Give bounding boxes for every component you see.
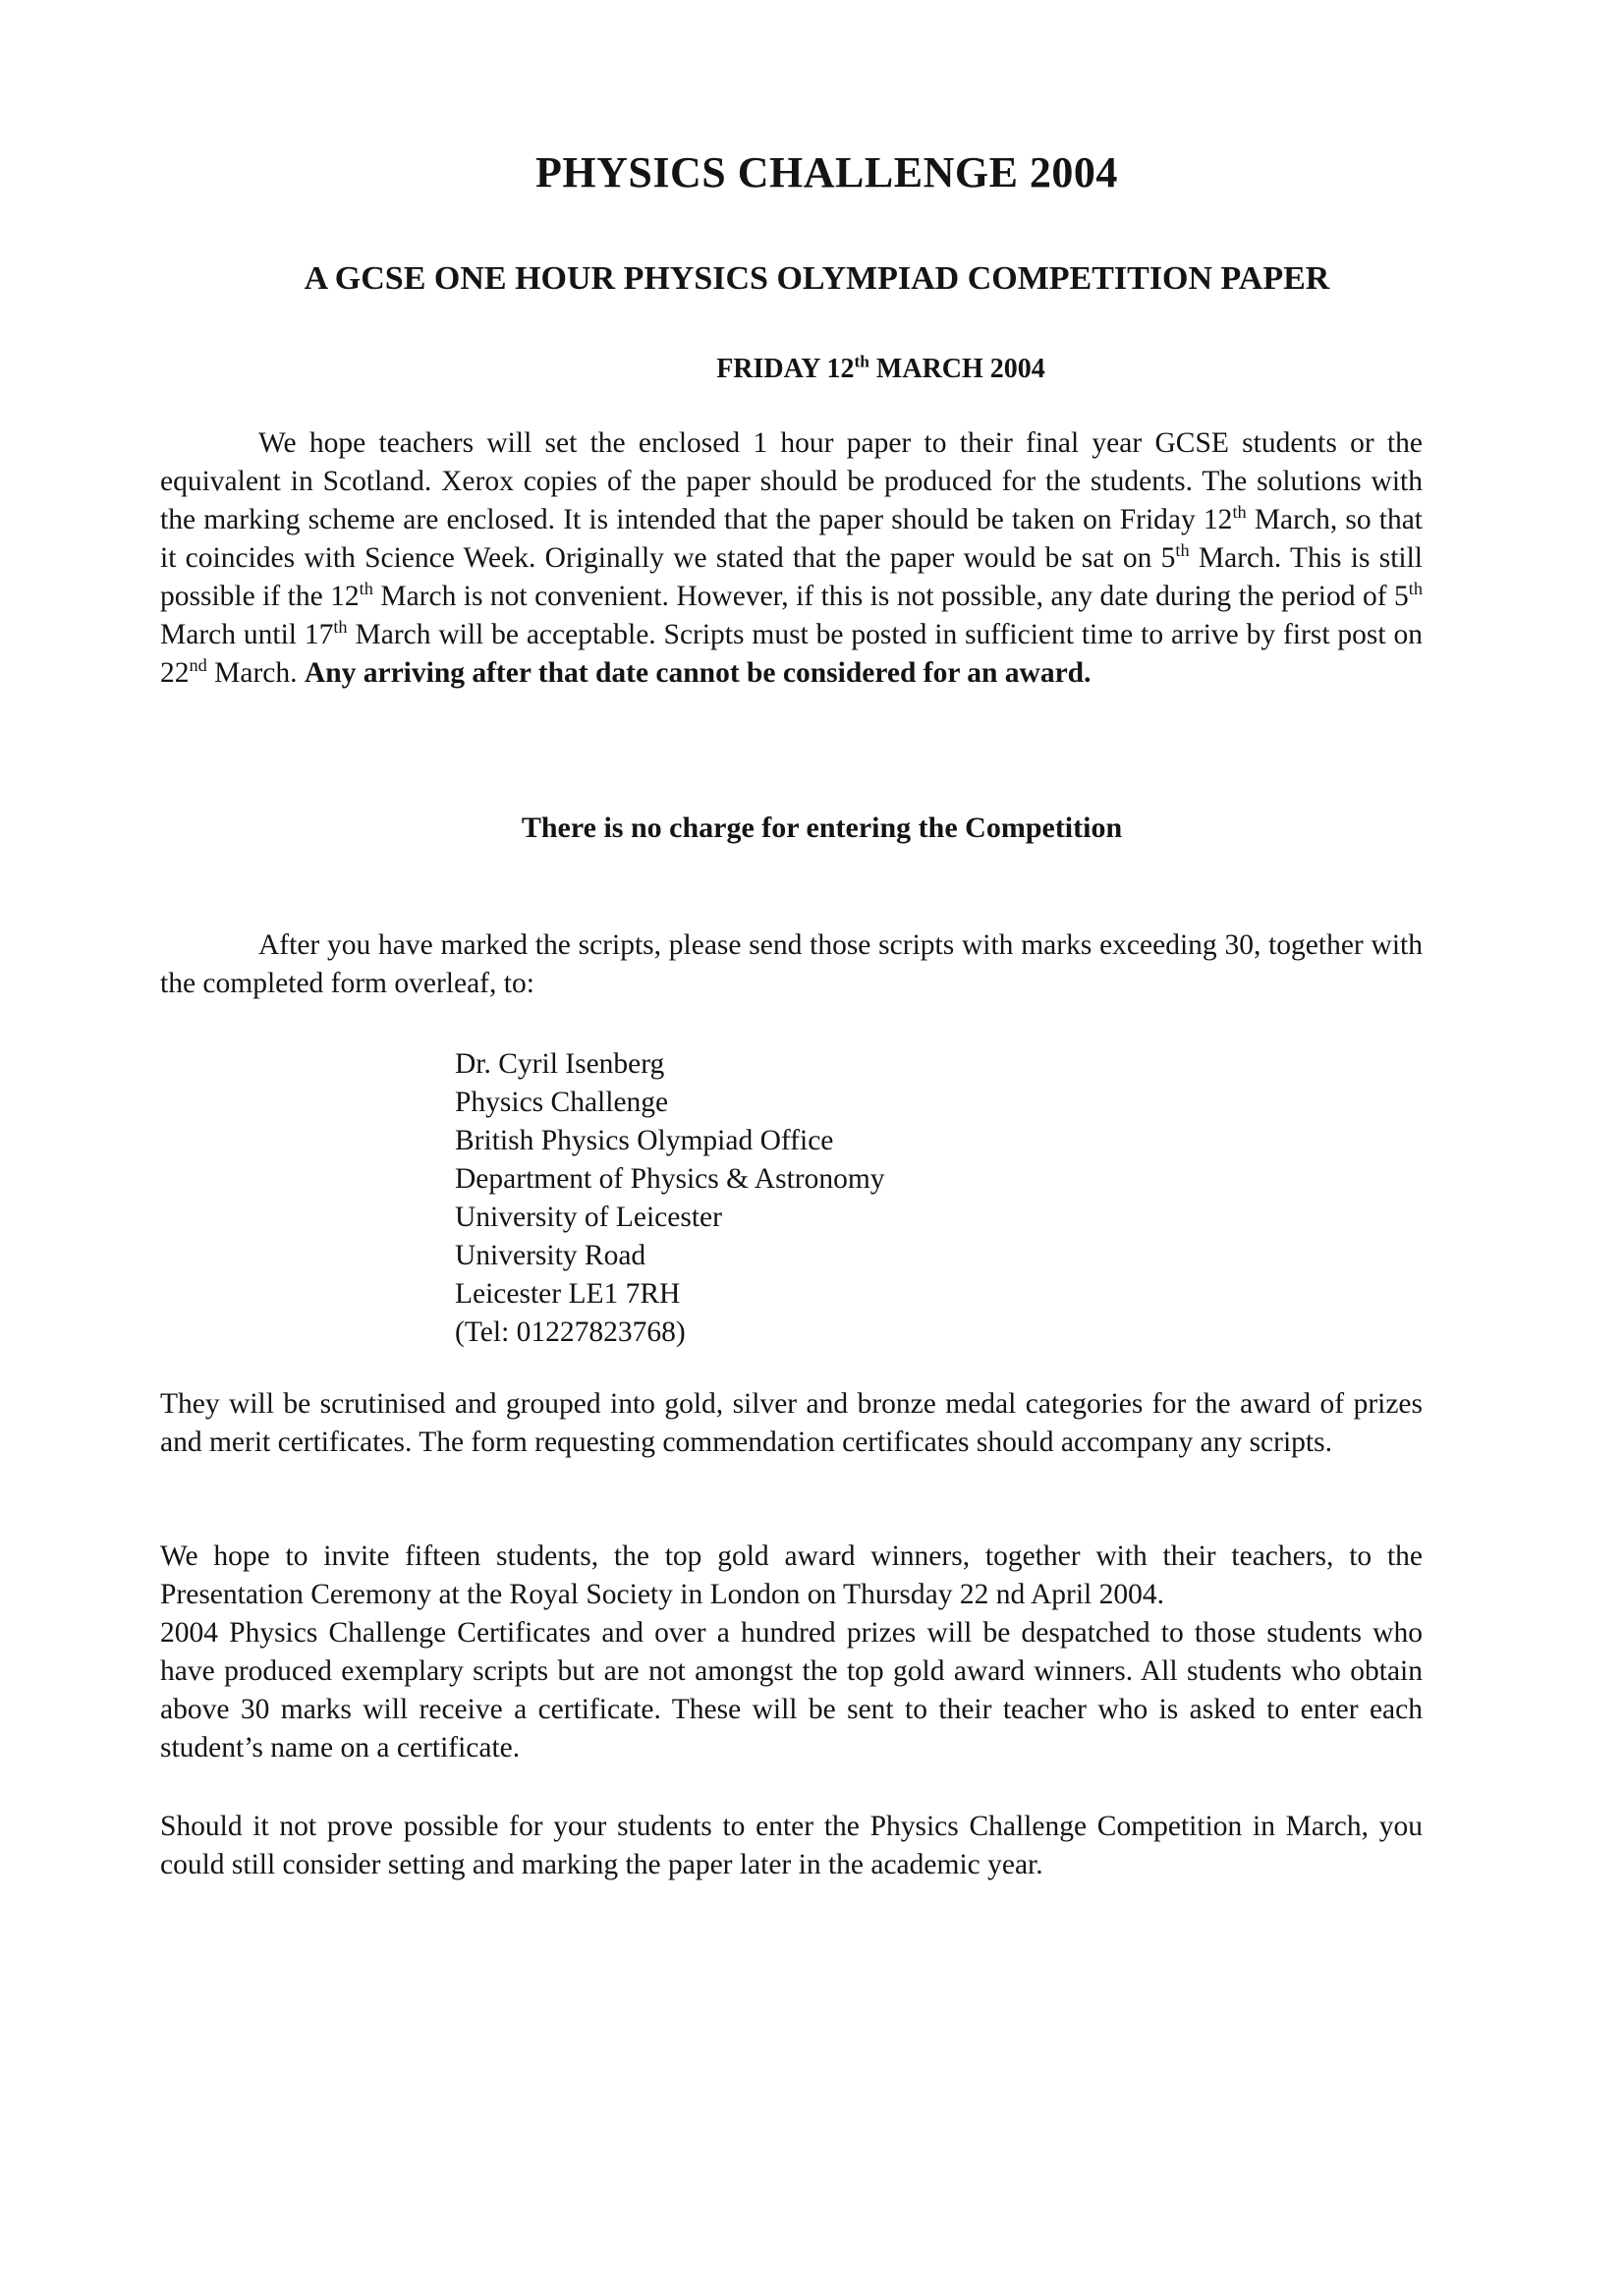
date-prefix: FRIDAY 12 xyxy=(716,354,855,384)
page-title: PHYSICS CHALLENGE 2004 xyxy=(535,148,1118,196)
intro-sup-5: th xyxy=(333,617,348,638)
intro-text-3: March. This is still possible if the 12 xyxy=(160,542,1423,612)
scrutinise-paragraph: They will be scrutinised and grouped into gold, silver and bronze medal categories for the award of prizes and merit certificates. The form requesting commendation certificates should accompany any scripts. xyxy=(160,1388,1423,1458)
intro-deadline-warning: Any arriving after that date cannot be considered for an award. xyxy=(304,657,1092,689)
invite-line-2: 2004 Physics Challenge Certificates and over a hundred prizes will be despatched to those students who have produced exemplary scripts but are not amongst the top gold award winners. All students who obtain above 30 marks will receive a certificate. These will be sent to their teacher who is asked to enter each student’s name on a certificate. xyxy=(160,1617,1423,1763)
intro-sup-2: th xyxy=(1175,540,1190,561)
address-line: British Physics Olympiad Office xyxy=(455,1125,834,1156)
intro-text-4: March is not convenient. However, if this is not possible, any date during the period of 5 xyxy=(372,581,1409,612)
intro-text-7: March. xyxy=(206,657,305,689)
mailing-address xyxy=(455,1045,885,1352)
address-line: University Road xyxy=(455,1240,646,1271)
intro-sup-1: th xyxy=(1232,502,1247,523)
intro-sup-6: nd xyxy=(189,655,207,676)
no-charge-notice: There is no charge for entering the Competition xyxy=(521,812,1123,844)
competition-date xyxy=(0,354,1624,385)
address-line: Leicester LE1 7RH xyxy=(455,1278,681,1310)
address-line: University of Leicester xyxy=(455,1202,722,1233)
address-telephone: (Tel: 01227823768) xyxy=(455,1316,686,1348)
date-suffix: MARCH 2004 xyxy=(868,354,1045,384)
address-line: Physics Challenge xyxy=(455,1087,669,1118)
invite-line-1: We hope to invite fifteen students, the top gold award winners, together with their teachers, to the Presentation Ceremony at the Royal Society in London on Thursday 22 nd April 2004. xyxy=(160,1540,1423,1610)
intro-sup-3: th xyxy=(359,579,373,599)
intro-text-6: March will be acceptable. Scripts must be posted in sufficient time to arrive by first post on 22 xyxy=(160,619,1423,689)
invite-paragraph xyxy=(160,1538,1423,1767)
intro-sup-4: th xyxy=(1408,579,1423,599)
send-instructions: After you have marked the scripts, please send those scripts with marks exceeding 30, together with the completed form overleaf, to: xyxy=(160,929,1423,999)
date-sup: th xyxy=(854,352,869,371)
page-subtitle: A GCSE ONE HOUR PHYSICS OLYMPIAD COMPETITION PAPER xyxy=(304,260,1330,297)
intro-text-1: We hope teachers will set the enclosed 1 hour paper to their final year GCSE students or the equivalent in Scotland. Xerox copies of the paper should be produced for the students. The solutions with the marking scheme are enclosed. It is intended that the paper should be taken on Friday 12 xyxy=(160,427,1423,535)
closing-paragraph: Should it not prove possible for your students to enter the Physics Challenge Competition in March, you could still consider setting and marking the paper later in the academic year. xyxy=(160,1811,1423,1880)
intro-text-2: March, so that it coincides with Science Week. Originally we stated that the paper would be sat on 5 xyxy=(160,504,1423,574)
intro-paragraph xyxy=(160,424,1423,693)
address-line: Dr. Cyril Isenberg xyxy=(455,1048,665,1080)
intro-text-5: March until 17 xyxy=(160,619,334,650)
address-line: Department of Physics & Astronomy xyxy=(455,1163,885,1195)
